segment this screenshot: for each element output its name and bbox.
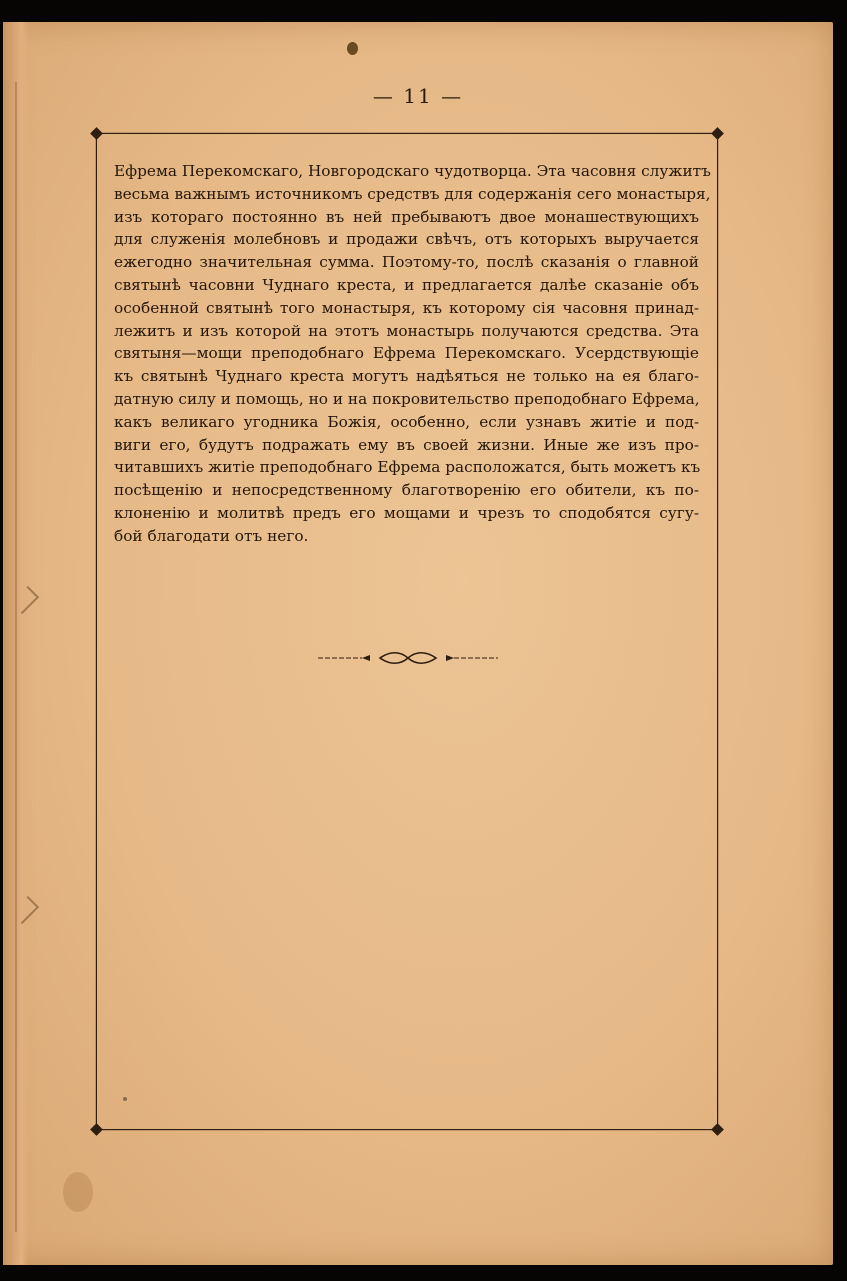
text-line: какъ великаго угодника Божія, особенно, если узнавъ житіе и под- xyxy=(114,412,699,431)
paper-stain xyxy=(63,1172,93,1212)
text-line: для служенія молебновъ и продажи свѣчъ, отъ которыхъ выручается xyxy=(114,230,699,249)
decorative-divider-ornament xyxy=(318,650,498,666)
body-paragraph xyxy=(114,160,711,548)
spine-fold xyxy=(15,82,17,1232)
text-line: изъ котораго постоянно въ ней пребываютъ двое монашествующихъ xyxy=(114,207,699,226)
text-line: виги его, будутъ подражать ему въ своей жизни. Иные же изъ про- xyxy=(114,435,699,454)
frame-corner-ornament xyxy=(711,1123,724,1136)
text-line: датную силу и помощь, но и на покровительство преподобнаго Ефрема, xyxy=(114,389,700,408)
page-number: — 11 — xyxy=(372,84,464,108)
text-line: лежитъ и изъ которой на этотъ монастырь получаются средства. Эта xyxy=(114,321,699,340)
text-line: читавшихъ житіе преподобнаго Ефрема расположатся, быть можетъ къ xyxy=(114,458,701,477)
text-line: святыня—мощи преподобнаго Ефрема Перекомскаго. Усердствующіе xyxy=(114,344,699,363)
ink-stain xyxy=(347,42,358,55)
frame-corner-ornament xyxy=(90,1123,103,1136)
text-line: Ефрема Перекомскаго, Новгородскаго чудотворца. Эта часовня служитъ xyxy=(114,162,711,180)
text-line: весьма важнымъ источникомъ средствъ для содержанія сего монастыря, xyxy=(114,184,711,203)
frame-corner-ornament xyxy=(711,127,724,140)
text-line: святынѣ часовни Чуднаго креста, и предлагается далѣе сказаніе объ xyxy=(114,275,699,294)
text-line: клоненію и молитвѣ предъ его мощами и чрезъ то сподобятся сугу- xyxy=(114,503,699,522)
text-line: бой благодати отъ него. xyxy=(114,526,309,545)
text-line: посѣщенію и непосредственному благотворенію его обители, къ по- xyxy=(114,481,699,500)
text-line: къ святынѣ Чуднаго креста могутъ надѣяться не только на ея благо- xyxy=(114,367,699,386)
frame-corner-ornament xyxy=(90,127,103,140)
text-line: особенной святынѣ того монастыря, къ которому сія часовня принад- xyxy=(114,298,699,317)
book-page xyxy=(3,22,833,1265)
text-frame xyxy=(96,133,718,1130)
text-line: ежегодно значительная сумма. Поэтому-то, послѣ сказанія о главной xyxy=(114,253,699,272)
